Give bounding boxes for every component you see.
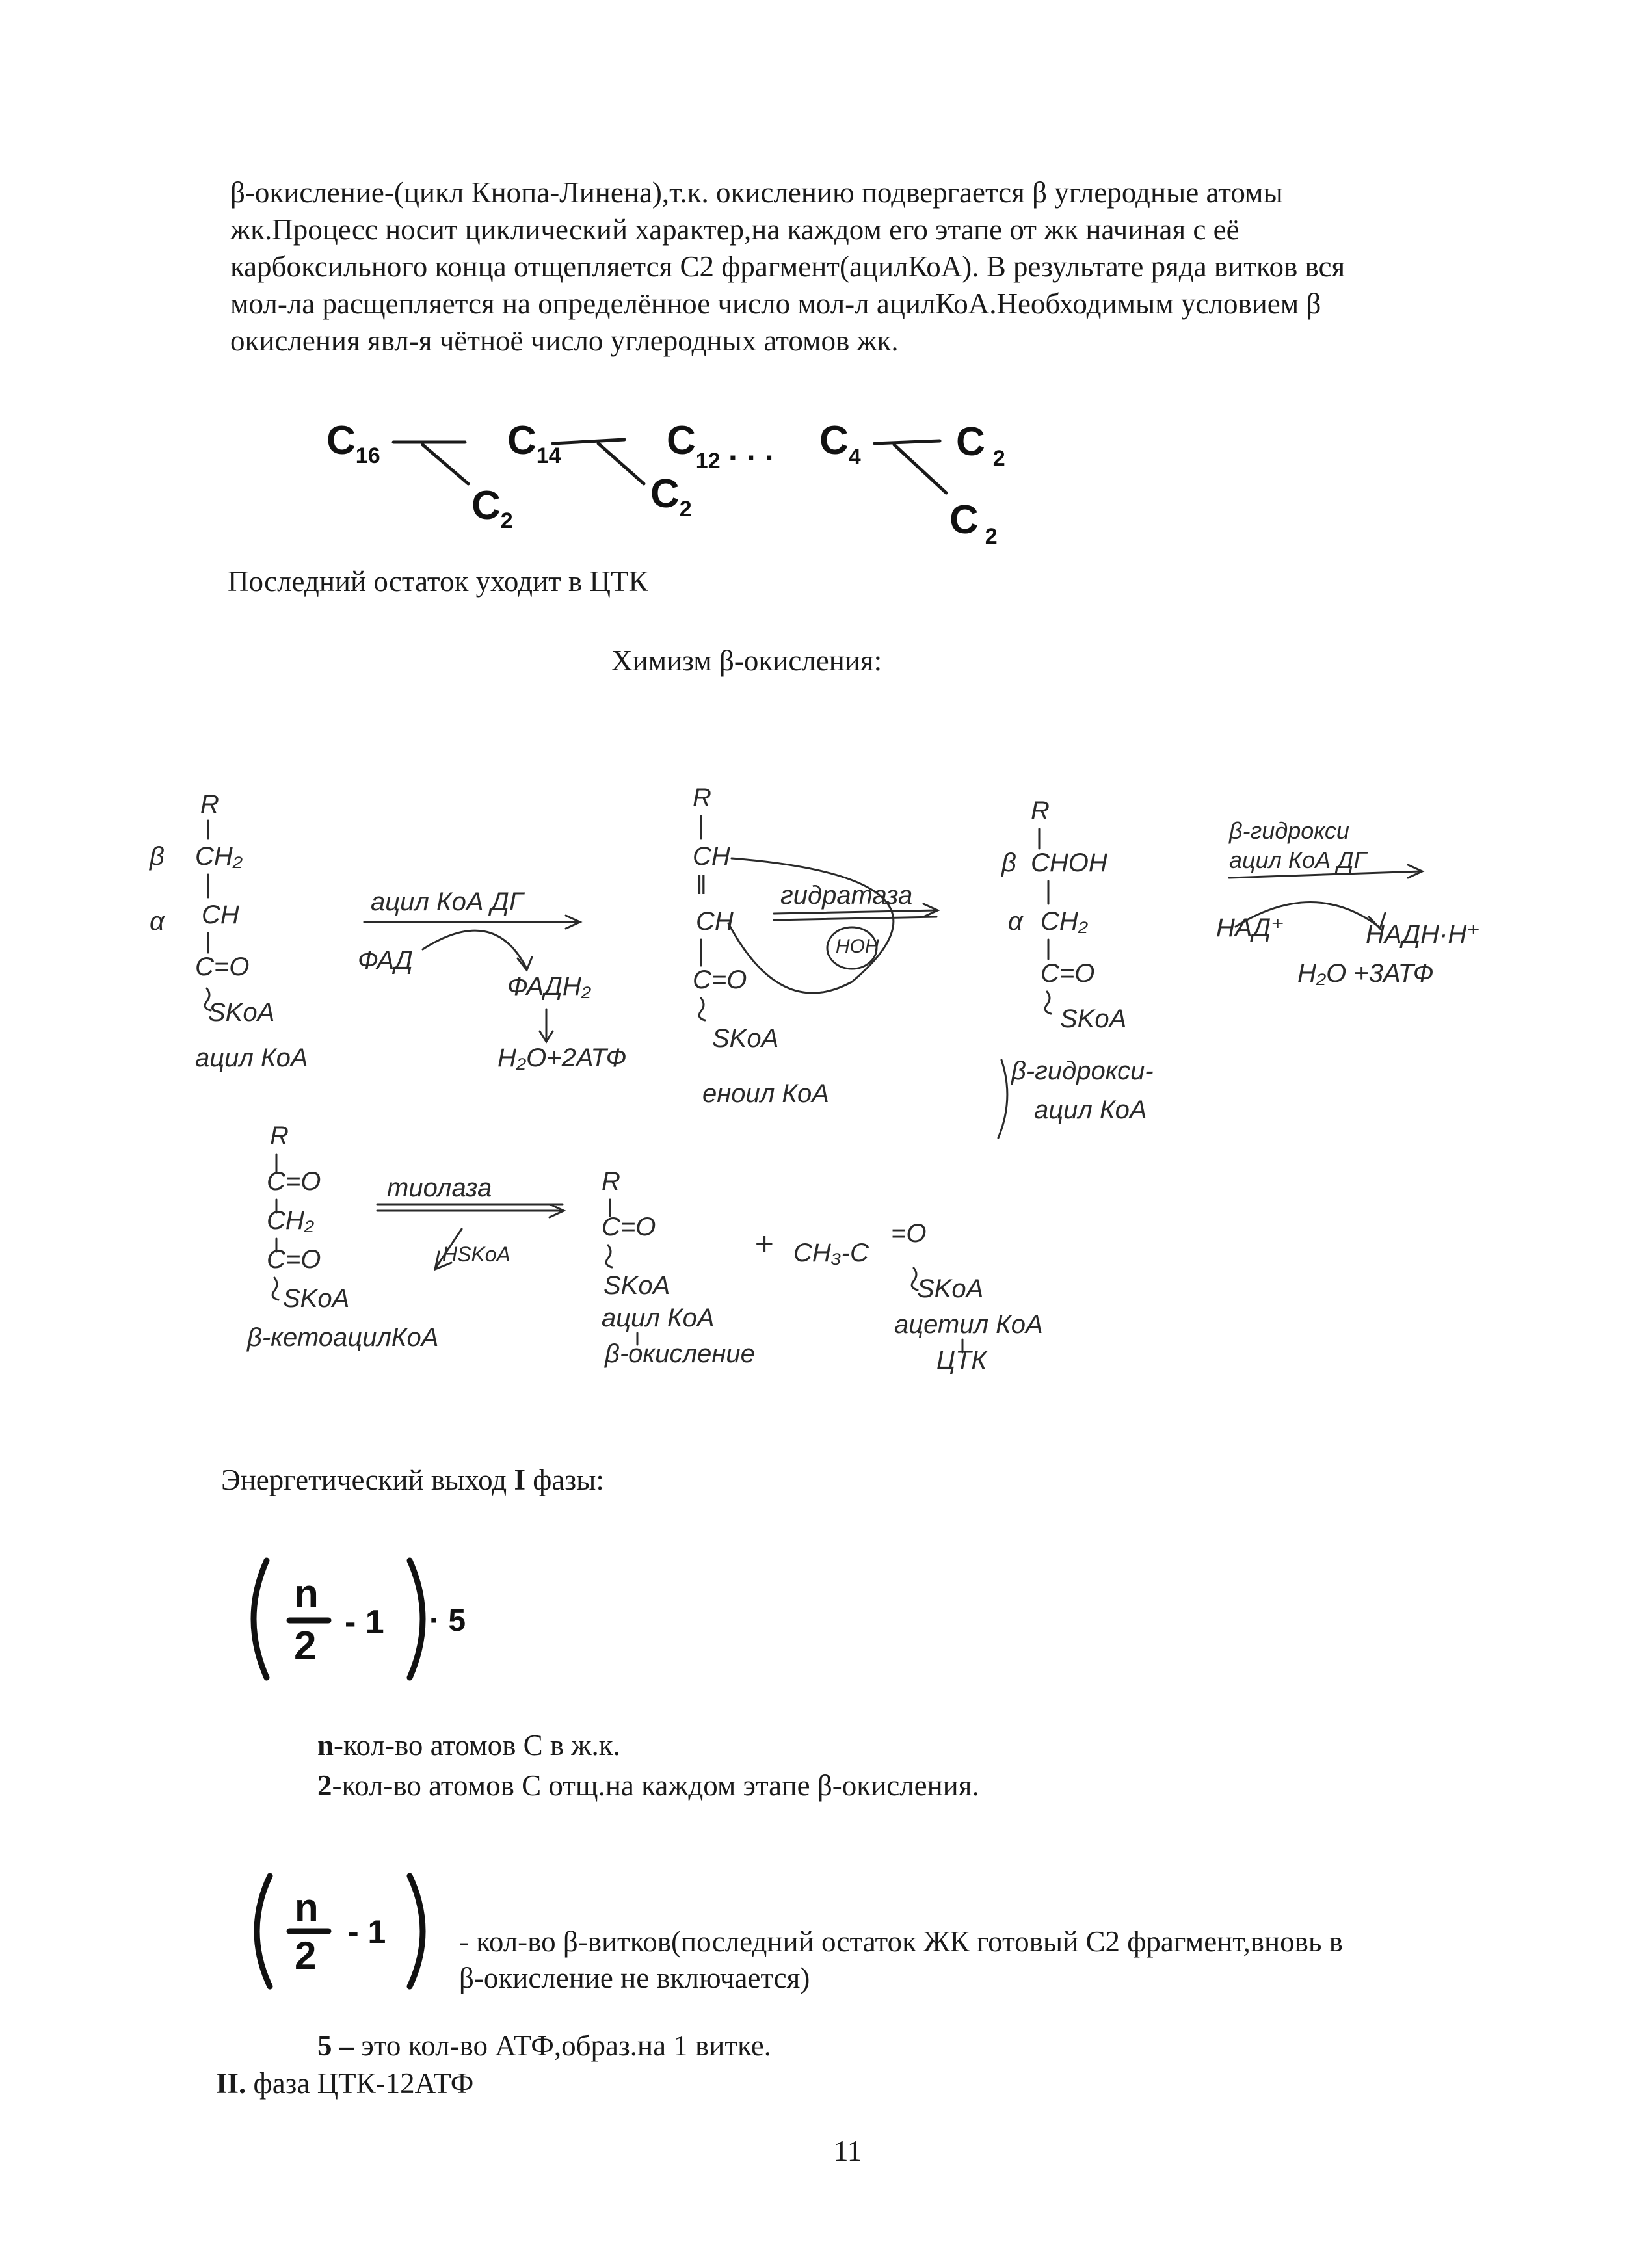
- svg-text:β-гидрокси: β-гидрокси: [1229, 817, 1349, 844]
- svg-text:β: β: [1001, 849, 1016, 877]
- svg-text:C=O: C=O: [195, 953, 250, 981]
- legend-n: n-кол-во атомов С в ж.к.: [317, 1729, 620, 1761]
- svg-text:ацил КоА: ацил КоА: [1034, 1096, 1147, 1124]
- svg-text:SKoA: SKoA: [283, 1284, 350, 1313]
- page-number: 11: [834, 2135, 862, 2167]
- c2-branch-2: $C_2$: [650, 471, 692, 521]
- svg-text:C=O: C=O: [267, 1245, 321, 1274]
- svg-text:=O: =O: [891, 1219, 927, 1248]
- svg-text:ЦТК: ЦТК: [936, 1346, 987, 1375]
- svg-text:α: α: [150, 907, 165, 936]
- acyl-coa-dh-step: [358, 888, 626, 1072]
- cycles-desc-line-2: β-окисление не включается): [459, 1962, 810, 1994]
- svg-text:R: R: [602, 1167, 620, 1196]
- intro-paragraph: [230, 174, 1479, 360]
- svg-text:β-кетоацилКоА: β-кетоацилКоА: [247, 1323, 439, 1352]
- c14-label: $C_{14}$: [507, 418, 561, 468]
- svg-text:· 5: · 5: [429, 1603, 466, 1638]
- svg-text:C=O: C=O: [602, 1213, 656, 1241]
- svg-text:CH₃-C: CH₃-C: [793, 1239, 869, 1267]
- short-acyl-coa-structure: [602, 1167, 755, 1368]
- svg-text:тиолаза: тиолаза: [387, 1174, 492, 1202]
- svg-text:C=O: C=O: [267, 1167, 321, 1196]
- svg-text:n: n: [294, 1572, 319, 1616]
- svg-text:R: R: [200, 790, 219, 819]
- svg-text:ФАД: ФАД: [358, 946, 413, 975]
- svg-text:SKoA: SKoA: [208, 998, 275, 1027]
- chain-dots: . . .: [728, 431, 774, 468]
- phase-two-note: II. фаза ЦТК-12АТФ: [216, 2067, 474, 2100]
- intro-line-1: β-окисление-(цикл Кнопа-Линена),т.к. окислению подвергается β углеродные атомы: [230, 176, 1283, 209]
- cycles-formula: [244, 1866, 452, 1996]
- svg-text:R: R: [1031, 797, 1050, 825]
- svg-text:R: R: [270, 1122, 289, 1150]
- five-atp-note: 5 – это кол-во АТФ,образ.на 1 витке.: [317, 2029, 772, 2062]
- svg-text:CH₂: CH₂: [267, 1206, 315, 1235]
- svg-text:R: R: [693, 784, 711, 812]
- intro-line-3: карбоксильного конца отщепляется С2 фрагмент(ацилКоА). В результате ряда витков вся: [230, 250, 1346, 283]
- energy-yield-title: Энергетический выход I фазы:: [221, 1464, 604, 1496]
- svg-text:SKoA: SKoA: [712, 1024, 779, 1053]
- c4-label: $C_4$: [819, 418, 861, 469]
- svg-text:C=O: C=O: [1041, 959, 1095, 988]
- svg-text:CHOH: CHOH: [1031, 849, 1107, 877]
- svg-text:еноил КоА: еноил КоА: [702, 1079, 829, 1108]
- svg-text:CH: CH: [202, 901, 239, 929]
- svg-text:CH: CH: [696, 907, 734, 936]
- svg-text:- 1: - 1: [348, 1914, 386, 1950]
- thiolase-step: [387, 1174, 510, 1266]
- legend-2: 2-кол-во атомов С отщ.на каждом этапе β-окисления.: [317, 1769, 979, 1802]
- svg-text:HSKoA: HSKoA: [442, 1243, 510, 1266]
- c12-label: $C_{12}$: [667, 418, 721, 473]
- energy-formula: [241, 1548, 501, 1691]
- svg-text:β-окисление: β-окисление: [605, 1339, 755, 1368]
- svg-text:ацил КоА ДГ: ацил КоА ДГ: [371, 888, 524, 916]
- svg-text:гидратаза: гидратаза: [780, 881, 913, 910]
- c16-label: $C_{16}$: [326, 418, 380, 468]
- svg-text:ацил КоА: ацил КоА: [195, 1044, 308, 1072]
- svg-text:β-гидрокси-: β-гидрокси-: [1011, 1057, 1154, 1085]
- intro-line-5: окисления явл-я чётноё число углеродных атомов жк.: [230, 324, 899, 357]
- enoyl-coa-structure: [693, 784, 829, 1108]
- c2-branch-1: $C_2$: [471, 483, 513, 533]
- hydroxyacyl-coa-dh-step: [1216, 817, 1480, 988]
- intro-line-2: жк.Процесс носит циклический характер,на каждом его этапе от жк начиная с её: [230, 213, 1240, 246]
- hydroxyacyl-coa-structure: [1001, 797, 1154, 1124]
- svg-text:2: 2: [294, 1624, 317, 1668]
- beta-oxidation-reactions: [130, 774, 1515, 1391]
- svg-text:- 1: - 1: [345, 1603, 384, 1641]
- svg-text:‖: ‖: [696, 871, 707, 900]
- c2-branch-3: C $_2$: [949, 497, 998, 549]
- svg-text:НАД⁺: НАД⁺: [1216, 914, 1285, 942]
- svg-text:ФАДН₂: ФАДН₂: [507, 972, 591, 1001]
- svg-text:C=O: C=O: [693, 966, 747, 994]
- intro-line-4: мол-ла расщепляется на определённое число мол-л ацилКоА.Необходимым условием β: [230, 287, 1321, 320]
- svg-text:2: 2: [295, 1934, 317, 1977]
- svg-text:CH₂: CH₂: [195, 842, 243, 871]
- svg-text:n: n: [295, 1886, 319, 1929]
- ketoacyl-coa-structure: [246, 1122, 438, 1352]
- svg-text:SKoA: SKoA: [917, 1274, 984, 1303]
- acyl-coa-structure: [149, 790, 308, 1072]
- svg-text:CH: CH: [693, 842, 730, 871]
- svg-text:+: +: [754, 1226, 774, 1262]
- svg-text:H₂O+2АТФ: H₂O+2АТФ: [497, 1044, 627, 1072]
- svg-text:HOH: HOH: [836, 936, 879, 957]
- svg-text:SKoA: SKoA: [603, 1271, 670, 1300]
- cycles-desc-line-1: - кол-во β-витков(последний остаток ЖК готовый С2 фрагмент,вновь в: [459, 1925, 1343, 1958]
- svg-text:β: β: [150, 842, 165, 871]
- c2-end-label: C $_2$: [956, 419, 1005, 471]
- svg-text:α: α: [1008, 907, 1023, 936]
- carbon-chain-scheme: [312, 403, 1067, 559]
- svg-text:НАДН·Н⁺: НАДН·Н⁺: [1366, 920, 1481, 949]
- chemistry-title: Химизм β-окисления:: [611, 644, 882, 677]
- svg-text:ацетил КоА: ацетил КоА: [894, 1310, 1043, 1339]
- svg-text:ацил КоА ДГ: ацил КоА ДГ: [1229, 847, 1367, 873]
- last-remnant-text: Последний остаток уходит в ЦТК: [228, 565, 648, 598]
- svg-text:CH₂: CH₂: [1041, 907, 1089, 936]
- svg-text:ацил КоА: ацил КоА: [602, 1304, 715, 1332]
- acetyl-coa-structure: [754, 1219, 1043, 1375]
- svg-text:H₂O +3АТФ: H₂O +3АТФ: [1297, 959, 1434, 988]
- svg-text:SKoA: SKoA: [1060, 1005, 1127, 1033]
